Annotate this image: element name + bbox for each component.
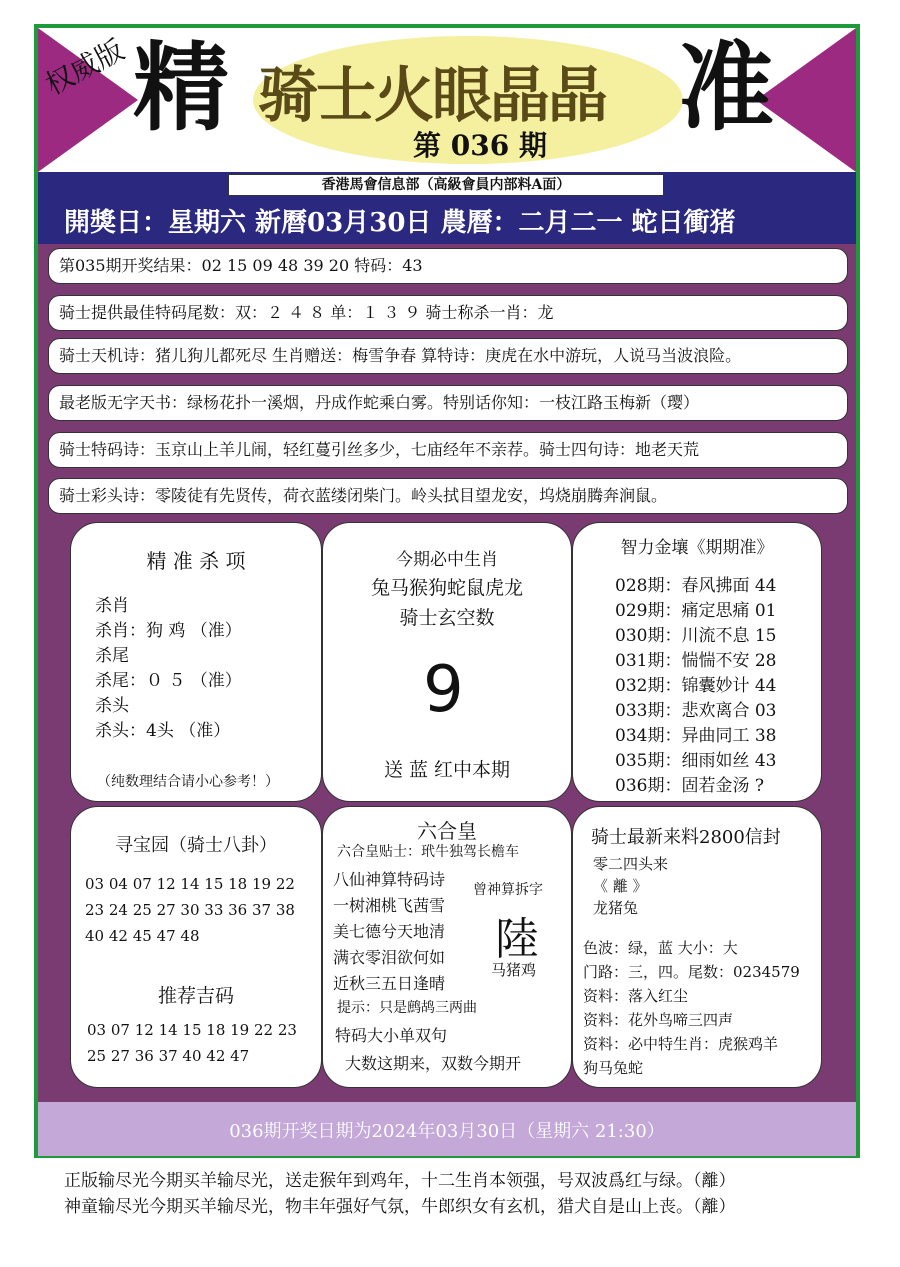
xuankong-number: 9 <box>423 653 464 727</box>
letters-info: 狗马兔蛇 <box>583 1059 644 1077</box>
kill-line: 杀尾：０ ５ （准） <box>95 671 242 691</box>
gold-line: 028期：春风拂面 44 <box>615 576 777 596</box>
must-label: 骑士玄空数 <box>399 607 495 629</box>
gold-line: 032期：锦囊妙计 44 <box>615 676 777 696</box>
lhh-hint: 提示：只是鹧鸪三两曲 <box>337 1000 477 1016</box>
letters-l2: 《 離 》 <box>593 877 648 895</box>
gold-line: 036期：固若金汤 ? <box>615 776 764 796</box>
letters-l1: 零二四头来 <box>593 855 669 873</box>
lhh-poem-title: 八仙神算特码诗 <box>333 870 446 889</box>
kill-line: 杀肖 <box>95 596 129 616</box>
info-row: 骑士天机诗：猪儿狗儿都死尽 生肖赠送：梅雪争春 算特诗：庚虎在水中游玩，人说马当波浪险。 <box>48 338 848 374</box>
gold-line: 029期：痛定思痛 01 <box>615 601 777 621</box>
kill-line: 杀尾 <box>95 646 129 666</box>
letters-info: 色波：绿，蓝 大小：大 <box>583 939 738 957</box>
lhh-poem-line: 满衣零泪欲何如 <box>333 948 446 967</box>
treasure-title: 寻宝园（骑士八卦） <box>115 835 277 856</box>
letters-title: 骑士最新来料2800信封 <box>591 827 781 848</box>
lhh-hint3: 大数这期来，双数今期开 <box>345 1054 522 1073</box>
letters-info: 资料：必中特生肖：虎猴鸡羊 <box>583 1035 779 1053</box>
lhh-side-sub: 马猪鸡 <box>491 961 537 979</box>
treasure-panel <box>70 806 322 1088</box>
letters-info: 资料：落入红尘 <box>583 987 689 1005</box>
gold-panel <box>572 522 822 802</box>
draw-date-line: 開獎日：星期六 新曆03月30日 農曆：二月二一 蛇日衝猪 <box>64 208 736 238</box>
info-row: 骑士彩头诗：零陵徒有先贤传，荷衣蓝缕闭柴门。岭头拭目望龙安，坞烧崩腾奔涧鼠。 <box>48 478 848 514</box>
gold-line: 031期：惴惴不安 28 <box>615 651 777 671</box>
lhh-side-char: 陸 <box>495 914 539 965</box>
kill-title: 精 准 杀 项 <box>146 549 246 573</box>
subtitle: 香港馬會信息部（高級會員内部料A面） <box>228 174 664 196</box>
kill-line: 杀肖：狗 鸡 （准） <box>95 621 242 641</box>
kill-panel <box>70 522 322 802</box>
letters-info: 门路：三，四。尾数：0234579 <box>583 963 800 981</box>
letters-l3: 龙猪兔 <box>593 899 639 917</box>
lucky-nums: 25 27 36 37 40 42 47 <box>87 1047 250 1065</box>
bottom-line: 正版输尽光今期买羊输尽光，送走猴年到鸡年，十二生肖本领强，号双波爲红与绿。（離） <box>64 1171 736 1191</box>
lhh-panel <box>322 806 572 1088</box>
kill-line: 杀头：4头 （准） <box>95 721 231 741</box>
treasure-nums: 23 24 25 27 30 33 36 37 38 <box>85 901 295 919</box>
info-row: 最老版无字天书：绿杨花扑一溪烟，丹成作蛇乘白雾。特别话你知：一枝江路玉梅新（璎） <box>48 385 848 421</box>
lhh-poem-line: 近秋三五日逢晴 <box>333 974 446 993</box>
footer-date: 036期开奖日期为2024年03月30日（星期六 21:30） <box>229 1121 665 1142</box>
lhh-hint2: 特码大小单双句 <box>335 1026 448 1045</box>
must-panel <box>322 522 572 802</box>
info-row: 骑士提供最佳特码尾数：双：２ ４ ８ 单：１ ３ ９ 骑士称杀一肖：龙 <box>48 295 848 331</box>
must-zodiac: 兔马猴狗蛇鼠虎龙 <box>370 577 523 599</box>
lucky-nums: 03 07 12 14 15 18 19 22 23 <box>87 1021 297 1039</box>
lucky-title: 推荐吉码 <box>157 985 234 1007</box>
lhh-tip: 六合皇贴士：玳牛独驾长檐车 <box>337 844 519 860</box>
big-char-left: 精 <box>133 31 229 144</box>
gold-line: 035期：细雨如丝 43 <box>615 751 777 771</box>
info-row: 第035期开奖结果：02 15 09 48 39 20 特码：43 <box>48 248 848 284</box>
lhh-poem-line: 美七德兮天地清 <box>333 922 446 941</box>
info-row: 骑士特码诗：玉京山上羊儿闹，轻红蔓引丝多少，七庙经年不亲荐。骑士四句诗：地老天荒 <box>48 432 848 468</box>
must-title: 今期必中生肖 <box>396 550 498 570</box>
bottom-line: 神童输尽光今期买羊输尽光，物丰年强好气氛，牛郎织女有玄机，猎犬自是山上丧。（離） <box>64 1197 736 1217</box>
lhh-title: 六合皇 <box>417 819 477 843</box>
gold-line: 033期：悲欢离合 03 <box>615 701 777 721</box>
issue-number: 第 036 期 <box>413 129 547 162</box>
lhh-poem-line: 一树湘桃飞茜雪 <box>333 896 446 915</box>
stamp-text: 权威版 <box>39 33 130 102</box>
footer-band <box>38 1102 856 1156</box>
big-char-right: 准 <box>678 31 774 144</box>
header <box>38 28 856 172</box>
gold-line: 034期：异曲同工 38 <box>615 726 777 746</box>
treasure-nums: 40 42 45 47 48 <box>85 927 200 945</box>
gold-line: 030期：川流不息 15 <box>615 626 777 646</box>
letters-panel <box>572 806 822 1088</box>
page-title: 骑士火眼晶晶 <box>258 61 606 131</box>
must-send: 送 蓝 红中本期 <box>383 759 511 781</box>
gold-title: 智力金壤《期期准》 <box>620 538 774 558</box>
lhh-side-title: 曾神算拆字 <box>473 882 543 898</box>
kill-note: （纯数理结合请小心参考！） <box>97 774 279 790</box>
kill-line: 杀头 <box>95 696 129 716</box>
letters-info: 资料：花外鸟啼三四声 <box>583 1011 734 1029</box>
treasure-nums: 03 04 07 12 14 15 18 19 22 <box>85 875 295 893</box>
